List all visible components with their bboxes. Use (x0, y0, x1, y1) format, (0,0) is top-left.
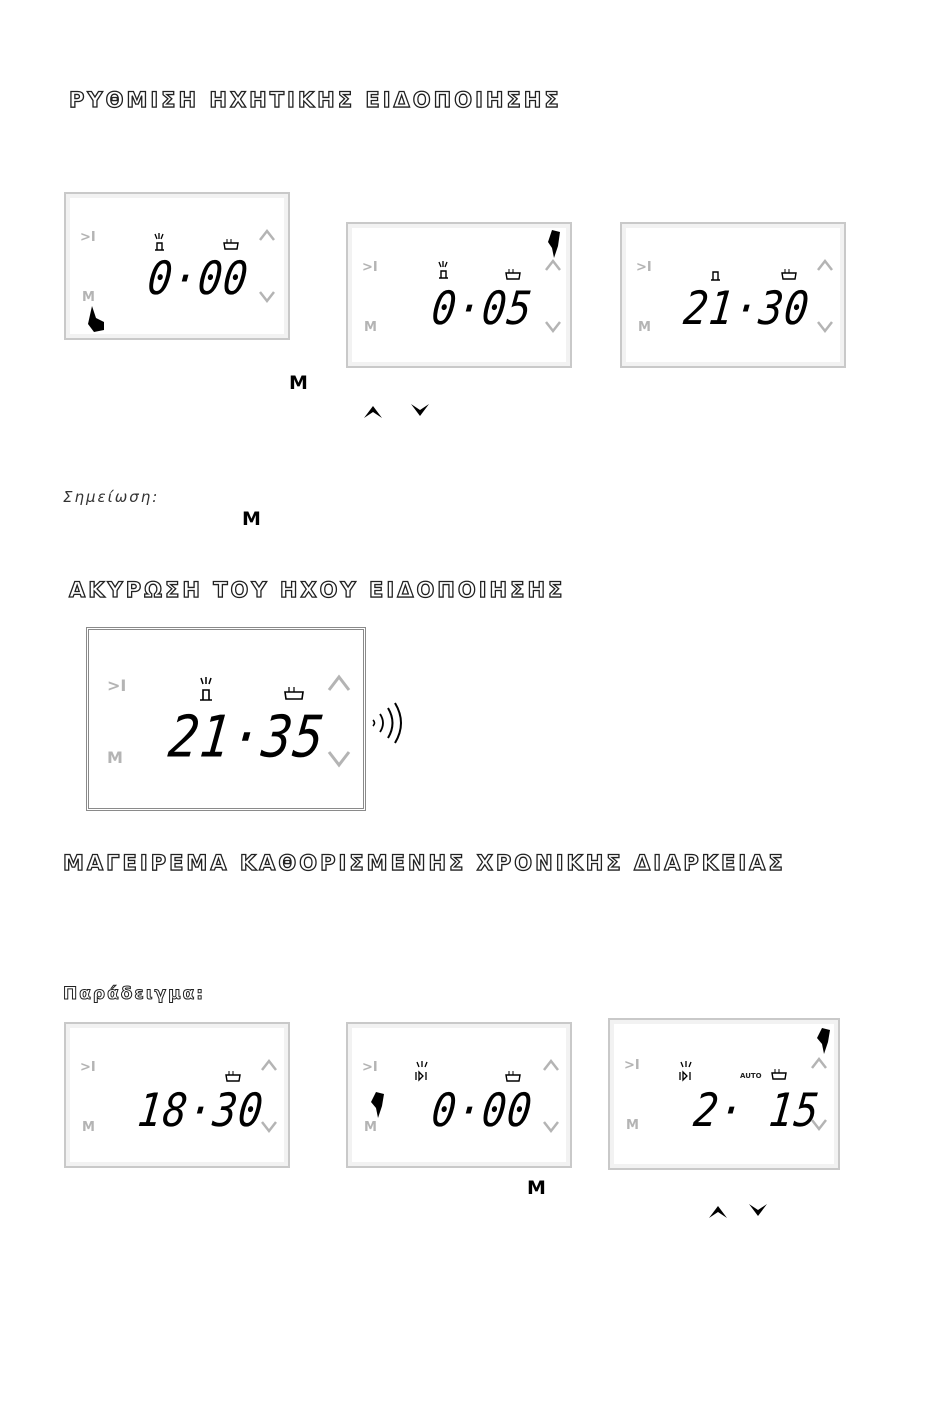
skip-label: >I (362, 260, 378, 275)
skip-label: >I (624, 1058, 640, 1073)
m-key-symbol: M (242, 508, 261, 530)
pot-icon (224, 1070, 242, 1082)
down-key-icon (409, 403, 431, 419)
section-title-timed-cooking: ΜΑΓΕΙΡΕΜΑ ΚΑΘΟΡΙΣΜΕΝΗΣ ΧΡΟΝΙΚΗΣ ΔΙΑΡΚΕΙΑΣ (63, 851, 786, 875)
sound-waves-icon (370, 700, 404, 746)
lcd-panel-cook-step1 (64, 1022, 290, 1168)
finger-press-icon (86, 304, 108, 334)
chevron-down-icon (544, 320, 562, 334)
bell-icon (152, 232, 166, 254)
section-title-set-alert: ΡΥΘΜΙΣΗ ΗΧΗΤΙΚΗΣ ΕΙΔΟΠΟΙΗΣΗΣ (69, 88, 562, 112)
pot-icon (504, 1070, 522, 1082)
mode-label: M (364, 1120, 377, 1135)
bell-icon (436, 260, 450, 282)
auto-label: AUTO (740, 1072, 762, 1080)
finger-press-icon (368, 1090, 386, 1122)
skip-label: >I (107, 676, 127, 695)
chevron-up-icon (258, 228, 276, 242)
lcd-time: 0·00 (145, 252, 252, 306)
bell-play-icon (414, 1060, 430, 1084)
skip-label: >I (362, 1060, 378, 1075)
bell-play-icon (678, 1060, 694, 1084)
chevron-down-icon (258, 290, 276, 304)
mode-label: M (626, 1118, 639, 1133)
chevron-up-icon (810, 1056, 828, 1070)
chevron-down-icon (542, 1120, 560, 1134)
mode-label: M (638, 320, 651, 335)
lcd-panel-alert-step3 (620, 222, 846, 368)
pot-icon (770, 1068, 788, 1080)
lcd-panel-cancel (86, 627, 366, 811)
chevron-down-icon (260, 1120, 278, 1134)
lcd-panel-alert-step2 (346, 222, 572, 368)
chevron-down-icon (327, 750, 351, 768)
pot-icon (222, 238, 240, 250)
finger-press-icon (814, 1026, 832, 1058)
down-key-icon (747, 1203, 769, 1219)
mode-label: M (107, 748, 123, 767)
mode-label: M (82, 290, 95, 305)
bell-icon (197, 676, 215, 704)
up-key-icon (362, 403, 384, 419)
note-label: Σημείωση: (63, 488, 160, 506)
skip-label: >I (636, 260, 652, 275)
lcd-panel-cook-step2 (346, 1022, 572, 1168)
lcd-time: 0·05 (429, 282, 536, 336)
chevron-down-icon (816, 320, 834, 334)
skip-label: >I (80, 230, 96, 245)
pot-icon (780, 268, 798, 280)
pot-icon (504, 268, 522, 280)
finger-press-icon (544, 228, 562, 262)
chevron-up-icon (327, 674, 351, 692)
chevron-up-icon (542, 1058, 560, 1072)
section-title-cancel-alert: ΑΚΥΡΩΣΗ ΤΟΥ ΗΧΟΥ ΕΙΔΟΠΟΙΗΣΗΣ (69, 578, 566, 602)
mode-label: M (82, 1120, 95, 1135)
chevron-down-icon (810, 1118, 828, 1132)
m-key-symbol: M (527, 1177, 546, 1199)
m-key-symbol: M (289, 372, 308, 394)
lcd-panel-cook-step3 (608, 1018, 840, 1170)
lcd-time: 0·00 (429, 1084, 536, 1138)
pot-icon (283, 686, 305, 700)
lcd-time: 18·30 (135, 1084, 267, 1138)
lcd-time: 21·30 (681, 282, 813, 336)
lcd-time: 21·35 (165, 703, 329, 771)
skip-label: >I (80, 1060, 96, 1075)
example-label: Παράδειγμα: (63, 984, 206, 1004)
mode-label: M (364, 320, 377, 335)
lcd-time: 2· 15 (691, 1084, 823, 1138)
lcd-panel-alert-step1 (64, 192, 290, 340)
chevron-up-icon (260, 1058, 278, 1072)
chevron-up-icon (816, 258, 834, 272)
up-key-icon (707, 1203, 729, 1219)
